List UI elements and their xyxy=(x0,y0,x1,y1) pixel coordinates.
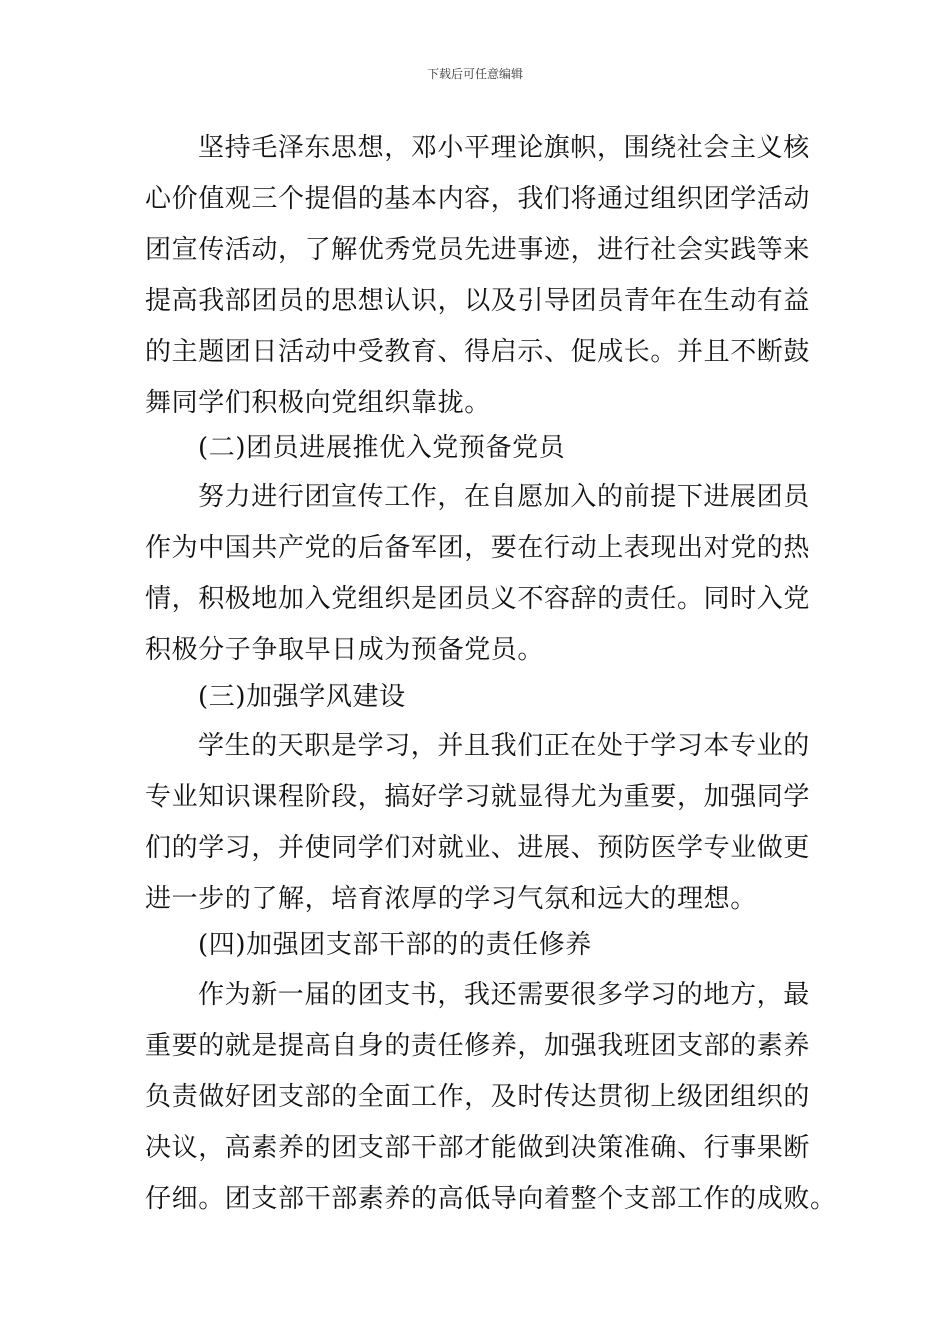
text-line: 提高我部团员的思想认识，以及引导团员青年在生动有益 xyxy=(145,286,811,316)
text-line: 专业知识课程阶段，搞好学习就显得尤为重要，加强同学 xyxy=(145,782,811,812)
text-line: 仔细。团支部干部素养的高低导向着整个支部工作的成败。 xyxy=(145,1184,837,1214)
text-line: 进一步的了解，培育浓厚的学习气氛和远大的理想。 xyxy=(145,884,757,914)
text-line: 努力进行团宣传工作，在自愿加入的前提下进展团员 xyxy=(198,482,810,512)
section-heading: (四)加强团支部干部的的责任修养 xyxy=(198,930,592,960)
text-line: 负责做好团支部的全面工作，及时传达贯彻上级团组织的 xyxy=(145,1082,811,1112)
text-line: 团宣传活动，了解优秀党员先进事迹，进行社会实践等来 xyxy=(145,235,811,265)
text-line: 们的学习，并使同学们对就业、进展、预防医学专业做更 xyxy=(145,833,811,863)
text-line: 决议，高素养的团支部干部才能做到决策准确、行事果断 xyxy=(145,1133,811,1163)
text-line: 心价值观三个提倡的基本内容，我们将通过组织团学活动 xyxy=(145,184,811,214)
text-line: 情，积极地加入党组织是团员义不容辞的责任。同时入党 xyxy=(145,584,811,614)
text-line: 舞同学们积极向党组织靠拢。 xyxy=(145,388,491,418)
text-line: 学生的天职是学习，并且我们正在处于学习本专业的 xyxy=(198,731,810,761)
text-line: 重要的就是提高自身的责任修养，加强我班团支部的素养 xyxy=(145,1031,811,1061)
text-line: 的主题团日活动中受教育、得启示、促成长。并且不断鼓 xyxy=(145,337,811,367)
page-header: 下载后可任意编辑 xyxy=(426,67,523,81)
text-line: 作为新一届的团支书，我还需要很多学习的地方，最 xyxy=(198,980,810,1010)
section-heading: (三)加强学风建设 xyxy=(198,682,406,712)
text-line: 坚持毛泽东思想，邓小平理论旗帜，围绕社会主义核 xyxy=(198,133,810,163)
section-heading: (二)团员进展推优入党预备党员 xyxy=(198,433,566,463)
text-line: 作为中国共产党的后备军团，要在行动上表现出对党的热 xyxy=(145,533,811,563)
text-line: 积极分子争取早日成为预备党员。 xyxy=(145,635,545,665)
